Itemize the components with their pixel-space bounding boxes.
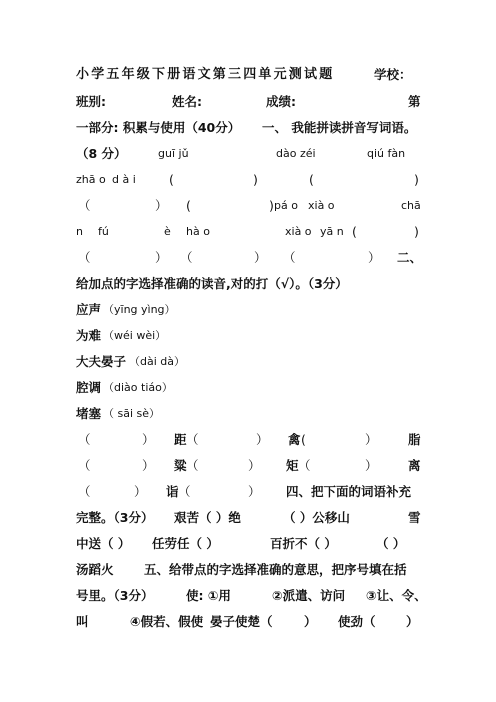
q5-option4: ④假若、假使 <box>130 614 204 629</box>
reading-word: 腔调 <box>76 380 102 395</box>
class-label: 班别: <box>76 94 106 109</box>
q1-title: 一、 我能拼读拼音写词语。 <box>262 120 417 135</box>
q5-title: 五、给带点的字选择准确的意思，把序号填在括 <box>144 562 407 577</box>
pinyin-n: n <box>76 225 83 238</box>
paren-open: （ <box>186 432 199 447</box>
q4-line2a: 完整。（3分） <box>76 510 154 525</box>
q5-example2: 使劲（ <box>338 614 376 629</box>
paren-open: ( <box>186 198 191 213</box>
q5-option2: ②派遣、访问 <box>272 588 346 603</box>
q1-points: （8 分） <box>76 146 127 161</box>
q4-title: 四、把下面的词语补充 <box>286 484 412 499</box>
q5-line3a: 叫 <box>76 614 89 629</box>
line-q2-text <box>76 275 422 293</box>
line-q5-3 <box>76 613 422 631</box>
line-q4-2 <box>76 509 422 527</box>
q5-line2a: 号里。（3分） <box>76 588 154 603</box>
paren-close: ） <box>155 198 168 213</box>
paren-close: ) <box>269 198 274 213</box>
paren-open: ( <box>309 172 314 187</box>
char-ju: 距 <box>174 432 187 447</box>
paren-open: ( <box>352 224 357 239</box>
school-label: 学校： <box>374 67 412 82</box>
paren-close: ） <box>248 484 261 499</box>
pinyin-dao-zei: dào zéi <box>276 147 316 160</box>
line-q4-3 <box>76 535 422 553</box>
paren-open: （ <box>178 484 191 499</box>
char-ju-2: 矩 <box>286 458 299 473</box>
paren-open: ( <box>169 172 174 187</box>
paren-close: ） <box>254 250 267 265</box>
paren-close: ) <box>414 224 419 239</box>
char-zhi: 脂 <box>408 432 421 447</box>
pinyin-cha: chā <box>401 199 421 212</box>
pinyin-xiao-2: xià o <box>285 225 312 238</box>
q4-idiom3-start: 雪 <box>408 510 421 525</box>
pinyin-yan: yā n <box>320 225 344 238</box>
paren-close: ） <box>256 432 269 447</box>
q4-idiom4: 任劳任（ ） <box>152 536 219 551</box>
q4-idiom1: 艰苦（ ）绝 <box>174 510 241 525</box>
line-chars-2 <box>76 457 422 475</box>
paren-close: ） <box>142 458 155 473</box>
pinyin-zhao: zhā o <box>76 173 106 186</box>
paren-close: ） <box>365 432 378 447</box>
paren-open: （ <box>78 250 91 265</box>
char-liang: 粱 <box>174 458 187 473</box>
paren-close: ) <box>414 172 419 187</box>
q5-options-a: 使: ①用 <box>186 588 231 603</box>
reading-options: （wéi wèi） <box>103 329 167 342</box>
reading-word: 应声 <box>76 302 102 317</box>
reading-item <box>76 379 422 397</box>
line-pinyin-1 <box>76 145 422 163</box>
line-pinyin-5 <box>76 249 422 267</box>
line-chars-1 <box>76 431 422 449</box>
line-q5-1 <box>76 561 422 579</box>
paren-open: （ <box>78 198 91 213</box>
pinyin-e: è <box>164 225 171 238</box>
q4-line3a: 中送（ ） <box>76 536 131 551</box>
exam-title: 小学五年级下册语文第三四单元测试题 <box>76 67 335 82</box>
pinyin-gui-ju: guī jǔ <box>158 147 189 160</box>
reading-item <box>76 405 422 423</box>
paren-open: ( <box>301 432 306 447</box>
char-yi: 诣 <box>166 484 179 499</box>
part1-heading: 一部分: 积累与使用（40分） <box>76 120 241 135</box>
reading-item <box>76 301 422 319</box>
line-pinyin-2 <box>76 171 422 189</box>
name-label: 姓名: <box>172 94 202 109</box>
paren-open: （ <box>180 250 193 265</box>
paren-close: ） <box>368 250 381 265</box>
q5-example1: 晏子使楚（ <box>210 614 273 629</box>
pinyin-hao: hà o <box>186 225 210 238</box>
reading-item <box>76 353 422 371</box>
paren-open: （ <box>78 484 91 499</box>
reading-options: （ sāi sè） <box>103 407 161 420</box>
reading-item <box>76 327 422 345</box>
q4-blank-b: （ ） <box>376 536 406 551</box>
paren-close: ） <box>134 484 147 499</box>
reading-options: （yīng yìng） <box>103 303 176 316</box>
char-qin: 禽 <box>288 432 301 447</box>
q5-example1-close: ） <box>304 614 317 629</box>
paren-close: ) <box>253 172 258 187</box>
reading-word: 堵塞 <box>76 406 102 421</box>
pinyin-pao: pá o <box>274 199 298 212</box>
q4-idiom5: 百折不（ ） <box>270 536 337 551</box>
paren-open: （ <box>283 250 296 265</box>
line-chars-3 <box>76 483 422 501</box>
line-title <box>76 66 422 84</box>
paren-close: ） <box>365 458 378 473</box>
line-student-info <box>76 93 422 111</box>
paren-open: （ <box>78 458 91 473</box>
paren-open: （ <box>298 458 311 473</box>
reading-options: （dài dà） <box>129 355 185 368</box>
part-prefix: 第 <box>408 94 421 109</box>
pinyin-qiu-fan: qiú fàn <box>367 147 406 160</box>
q2-text: 给加点的字选择准确的读音,对的打（√）。（3分） <box>76 276 348 291</box>
line-pinyin-3 <box>76 197 422 215</box>
line-pinyin-4 <box>76 223 422 241</box>
q2-title: 二、 <box>397 250 423 265</box>
paren-close: ） <box>155 250 168 265</box>
pinyin-xiao: xià o <box>308 199 335 212</box>
line-q5-2 <box>76 587 427 605</box>
reading-word: 为难 <box>76 328 102 343</box>
q5-example2-close: ） <box>406 614 419 629</box>
reading-word: 大夫晏子 <box>76 354 127 369</box>
paren-open: （ <box>78 432 91 447</box>
q4-line4a: 汤蹈火 <box>76 562 114 577</box>
paren-close: ） <box>142 432 155 447</box>
reading-options: （diào tiáo） <box>103 381 173 394</box>
q5-option3-start: ③让、令、 <box>366 588 427 603</box>
q4-blank-a: （ ）公移山 <box>283 510 350 525</box>
line-part1-heading <box>76 119 422 137</box>
paren-open: （ <box>186 458 199 473</box>
pinyin-dai: d à i <box>112 173 136 186</box>
score-label: 成绩: <box>266 94 296 109</box>
paren-close: ） <box>248 458 261 473</box>
pinyin-fu: fú <box>98 225 109 238</box>
char-li: 离 <box>408 458 421 473</box>
